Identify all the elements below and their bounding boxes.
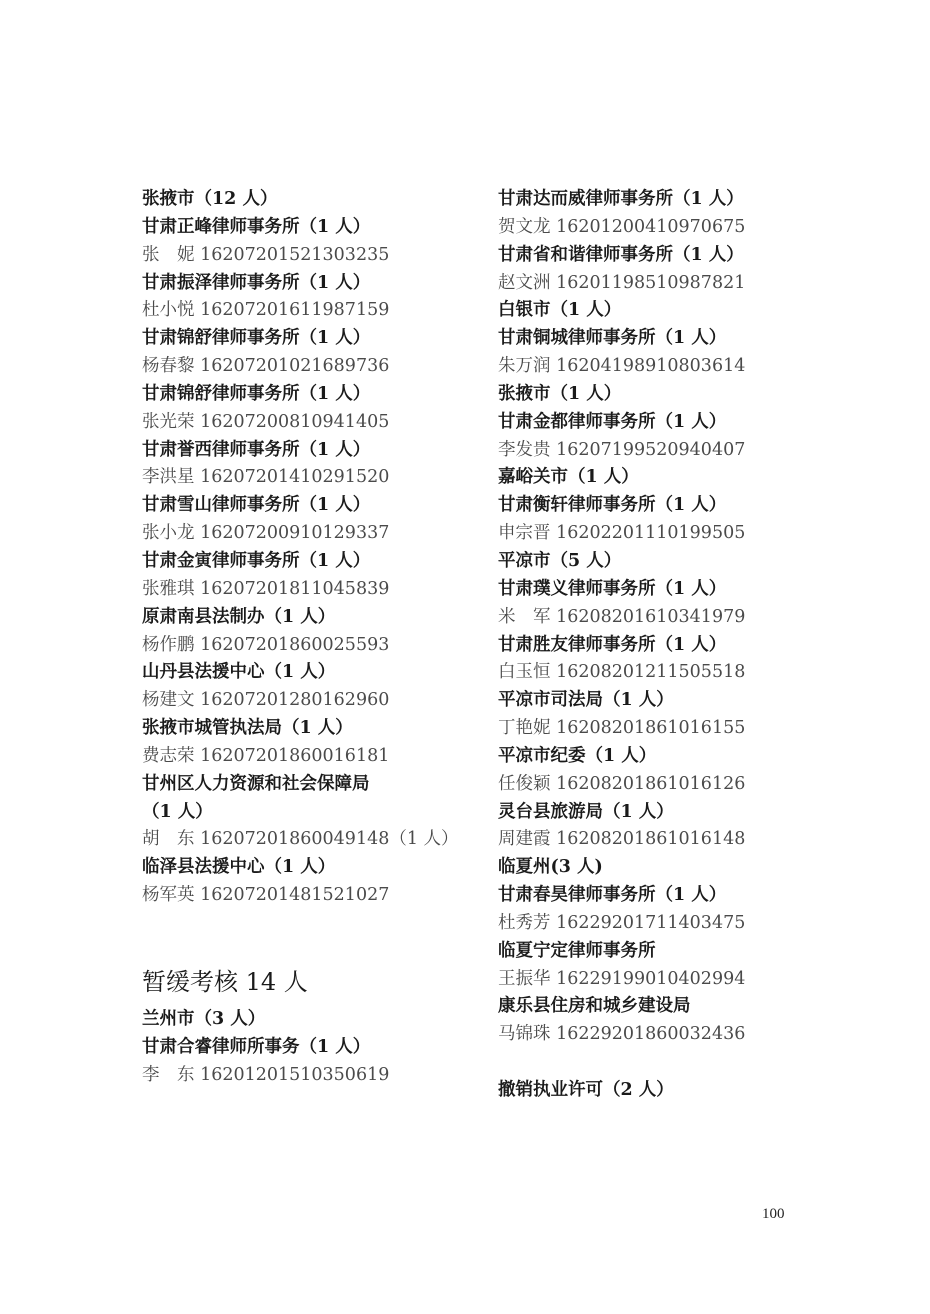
spacer: [498, 1049, 828, 1077]
person-record: 李发贵 16207199520940407: [498, 439, 746, 460]
section-heading: 嘉峪关市（1 人）: [498, 467, 639, 488]
person-record: 胡 东 16207201860049148（1 人）: [142, 829, 459, 850]
spacer: [142, 910, 472, 958]
section-heading: （1 人）: [142, 801, 213, 822]
person-record: 白玉恒 16208201211505518: [498, 662, 746, 683]
section-heading: 甘肃金寅律师事务所（1 人）: [142, 550, 371, 571]
page-number: 100: [762, 1206, 785, 1222]
section-heading: 兰州市（3 人）: [142, 1008, 266, 1029]
person-record: 申宗晋 16202201110199505: [498, 523, 746, 544]
section-heading: 甘肃锦舒律师事务所（1 人）: [142, 328, 371, 349]
person-record: 杨建文 16207201280162960: [142, 690, 390, 711]
section-heading: 甘肃衡轩律师事务所（1 人）: [498, 495, 727, 516]
section-heading: 临夏宁定律师事务所: [498, 940, 656, 961]
person-record: 赵文洲 16201198510987821: [498, 272, 746, 293]
person-record: 杨军英 16207201481521027: [142, 885, 390, 906]
section-heading: 原肃南县法制办（1 人）: [142, 606, 336, 627]
right-column: [498, 186, 828, 1105]
section-heading: 白银市（1 人）: [498, 300, 622, 321]
left-column: [142, 186, 472, 1089]
major-heading: 暂缓考核 14 人: [142, 967, 308, 996]
person-record: 杨春黎 16207201021689736: [142, 356, 390, 377]
section-heading: 甘肃璞义律师事务所（1 人）: [498, 578, 727, 599]
person-record: 张 妮 16207201521303235: [142, 244, 390, 265]
section-heading: 临夏州(3 人): [498, 857, 603, 878]
person-record: 任俊颖 16208201861016126: [498, 773, 746, 794]
person-record: 朱万润 16204198910803614: [498, 356, 746, 377]
section-heading: 张掖市（12 人）: [142, 189, 278, 209]
section-heading: 平凉市司法局（1 人）: [498, 690, 674, 711]
section-heading: 撤销执业许可（2 人）: [498, 1080, 674, 1101]
section-heading: 甘肃誉西律师事务所（1 人）: [142, 439, 371, 460]
section-heading: 甘肃达而威律师事务所（1 人）: [498, 189, 744, 209]
section-heading: 张掖市（1 人）: [498, 383, 622, 404]
section-heading: 康乐县住房和城乡建设局: [498, 996, 691, 1017]
person-record: 李 东 16201201510350619: [142, 1064, 390, 1085]
person-record: 张光荣 16207200810941405: [142, 411, 390, 432]
person-record: 李洪星 16207201410291520: [142, 467, 390, 488]
person-record: 张小龙 16207200910129337: [142, 523, 390, 544]
section-heading: 甘肃金都律师事务所（1 人）: [498, 411, 727, 432]
section-heading: 临泽县法援中心（1 人）: [142, 857, 336, 878]
section-heading: 张掖市城管执法局（1 人）: [142, 718, 353, 739]
person-record: 贺文龙 16201200410970675: [498, 216, 746, 237]
section-heading: 甘肃合睿律师所事务（1 人）: [142, 1036, 371, 1057]
person-record: 杜秀芳 16229201711403475: [498, 912, 746, 933]
section-heading: 山丹县法援中心（1 人）: [142, 662, 336, 683]
section-heading: 甘肃正峰律师事务所（1 人）: [142, 216, 371, 237]
person-record: 米 军 16208201610341979: [498, 606, 746, 627]
section-heading: 甘肃胜友律师事务所（1 人）: [498, 634, 727, 655]
section-heading: 甘肃锦舒律师事务所（1 人）: [142, 383, 371, 404]
person-record: 周建霞 16208201861016148: [498, 829, 746, 850]
section-heading: 平凉市纪委（1 人）: [498, 745, 657, 766]
person-record: 杜小悦 16207201611987159: [142, 300, 390, 321]
person-record: 费志荣 16207201860016181: [142, 745, 390, 766]
person-record: 张雅琪 16207201811045839: [142, 578, 390, 599]
section-heading: 甘肃振泽律师事务所（1 人）: [142, 272, 371, 293]
section-heading: 甘肃春昊律师事务所（1 人）: [498, 885, 727, 906]
section-heading: 甘肃雪山律师事务所（1 人）: [142, 495, 371, 516]
section-heading: 灵台县旅游局（1 人）: [498, 801, 674, 822]
person-record: 王振华 16229199010402994: [498, 968, 746, 989]
section-heading: 甘肃省和谐律师事务所（1 人）: [498, 244, 744, 265]
section-heading: 平凉市（5 人）: [498, 550, 622, 571]
section-heading: 甘州区人力资源和社会保障局: [142, 773, 370, 794]
person-record: 丁艳妮 16208201861016155: [498, 718, 746, 739]
person-record: 杨作鹏 16207201860025593: [142, 634, 390, 655]
person-record: 马锦珠 16229201860032436: [498, 1024, 746, 1045]
section-heading: 甘肃铜城律师事务所（1 人）: [498, 328, 727, 349]
